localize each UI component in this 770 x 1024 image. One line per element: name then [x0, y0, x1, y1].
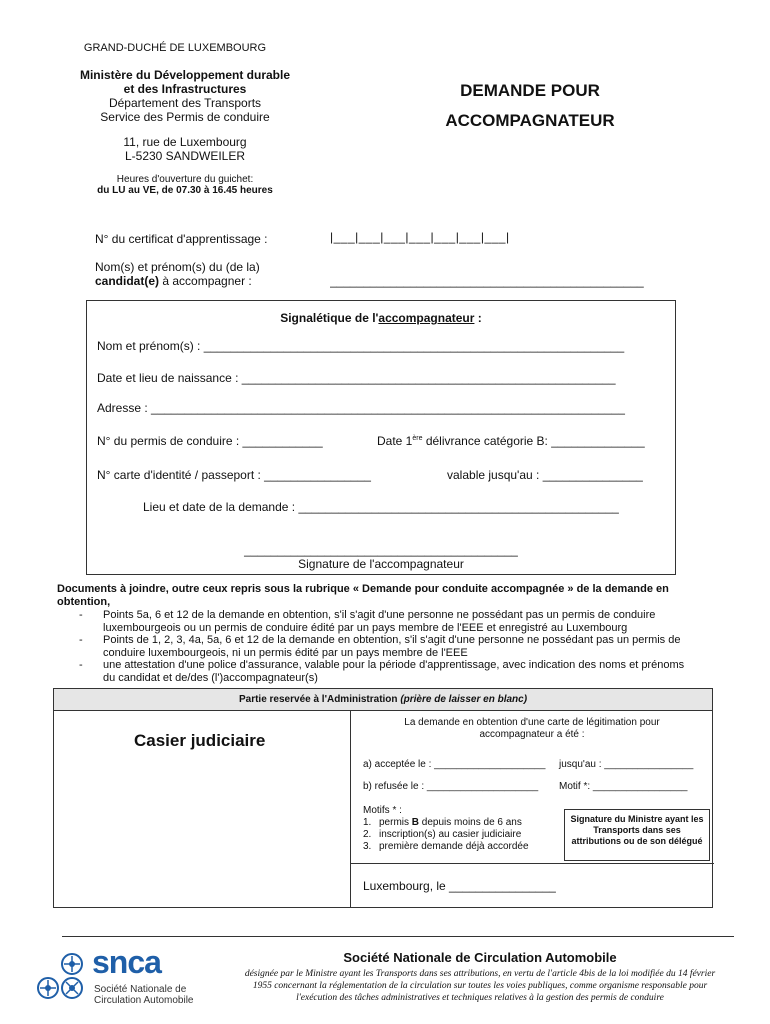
certificate-label: N° du certificat d'apprentissage :	[95, 232, 268, 246]
item2-line2: conduire luxembourgeois, ni un permis édité par un pays membre de l'EEE	[103, 646, 468, 659]
first-issue-sup: ère	[412, 435, 423, 442]
item1-line1: Points 5a, 6 et 12 de la demande en obtention, s'il s'agit d'une personne ne possédant pas un permis de conduire	[103, 609, 656, 621]
snca-logo-text: snca	[92, 944, 161, 980]
escort-first-issue-field[interactable]	[377, 434, 645, 448]
desc-line2: 1955 concernant la réglementation de la circulation sur toutes les voies publiques, comme organisme responsable pour	[252, 981, 708, 991]
obtention-line2: accompagnateur a été :	[479, 729, 585, 740]
footer-divider	[62, 936, 734, 937]
minister-sig-line2: Transports dans ses	[593, 825, 681, 835]
hours-value: du LU au VE, de 07.30 à 16.45 heures	[97, 185, 273, 196]
documents-list	[57, 609, 737, 684]
bullet: -	[79, 659, 83, 671]
candidate-name-label-line1: Nom(s) et prénom(s) du (de la)	[95, 260, 260, 274]
escort-address-field[interactable]: Adresse : _______________________________________________________________________	[97, 401, 625, 415]
motif1-bold: B	[411, 817, 420, 828]
motif3-num: 3.	[363, 841, 372, 852]
desc-line1: désignée par le Ministre ayant les Transports dans ses attributions, en vertu de l'article 4bis de la loi modifiée du 14 février	[244, 969, 716, 979]
address-line2: L-5230 SANDWEILER	[124, 149, 246, 163]
escort-permit-field[interactable]: N° du permis de conduire : ____________	[97, 434, 323, 448]
admin-header-italic: (prière de laisser en blanc)	[400, 694, 528, 705]
certificate-boxes[interactable]: |___|___|___|___|___|___|___|	[330, 230, 510, 244]
obtention-text	[350, 717, 714, 741]
motifs-title: Motifs * :	[363, 805, 402, 816]
item2-line1: Points de 1, 2, 3, 4a, 5a, 6 et 12 de la demande en obtention, s'il s'agit d'une personne ne possédant pas un permis de	[103, 634, 681, 646]
title-line1: DEMANDE POUR	[460, 81, 600, 100]
desc-line3: l'exécution des tâches administratives et techniques relatives à la gestion des permis de conduire	[296, 993, 664, 1003]
escort-heading-prefix: Signalétique de l'	[280, 311, 379, 325]
candidate-rest: à accompagner :	[159, 274, 252, 288]
documents-item-1	[57, 609, 737, 634]
admin-header	[54, 689, 712, 711]
escort-heading-underlined: accompagnateur	[378, 311, 475, 325]
bullet: -	[79, 609, 83, 621]
admin-section	[53, 688, 713, 908]
motif1-pre: permis	[379, 817, 412, 828]
minister-sig-line3: attributions ou de son délégué	[571, 836, 703, 846]
address-line1: 11, rue de Luxembourg	[123, 135, 247, 149]
obtention-line1: La demande en obtention d'une carte de légitimation pour	[404, 717, 660, 728]
item3-line2: du candidat et de/des (l')accompagnateur(s)	[103, 671, 318, 684]
motif1-post: depuis moins de 6 ans	[419, 817, 522, 828]
minister-sig-line1: Signature du Ministre ayant les	[570, 814, 704, 824]
motifs-list	[363, 805, 529, 853]
snca-emblem-icon	[34, 950, 94, 1010]
footer-org-name: Société Nationale de Circulation Automobile	[343, 950, 617, 965]
luxembourg-divider	[350, 863, 714, 864]
document-title	[400, 76, 660, 136]
motif2-num: 2.	[363, 829, 372, 840]
escort-signature-label: Signature de l'accompagnateur	[298, 557, 464, 571]
escort-heading-suffix: :	[474, 311, 482, 325]
escort-signature-line[interactable]: _________________________________________	[244, 543, 518, 557]
logo-sub2: Circulation Automobile	[94, 995, 194, 1006]
until-field[interactable]: jusqu'au : ________________	[559, 759, 694, 770]
candidate-bold: candidat(e)	[95, 274, 160, 288]
candidate-name-field[interactable]: _______________________________________________	[330, 274, 644, 288]
motif-field[interactable]: Motif *: _________________	[559, 781, 688, 792]
snca-logo	[34, 950, 94, 1010]
motif1-num: 1.	[363, 817, 372, 828]
escort-valid-field[interactable]: valable jusqu'au : _______________	[447, 468, 643, 482]
ministry-line2: et des Infrastructures	[123, 82, 247, 96]
escort-name-field[interactable]: Nom et prénom(s) : _______________________________________________________________	[97, 339, 625, 353]
title-line2: ACCOMPAGNATEUR	[445, 111, 615, 130]
documents-item-3	[57, 659, 737, 684]
admin-header-text: Partie reservée à l'Administration	[238, 694, 401, 705]
ministry-block	[60, 68, 310, 196]
item1-line2: luxembourgeois ou un permis de conduire édité par un pays membre de l'EEE et enregistré au Luxembourg	[103, 621, 628, 634]
motif2-text: inscription(s) au casier judiciaire	[379, 829, 522, 840]
department-label: Département des Transports	[108, 96, 262, 110]
escort-section	[86, 300, 676, 575]
first-issue-suffix: délivrance catégorie B: ______________	[422, 434, 645, 448]
escort-id-field[interactable]: N° carte d'identité / passeport : ________________	[97, 468, 371, 482]
hours-label: Heures d'ouverture du guichet:	[116, 174, 254, 185]
logo-sub1: Société Nationale de	[94, 984, 187, 995]
country-label: GRAND-DUCHÉ DE LUXEMBOURG	[83, 42, 267, 54]
bullet: -	[79, 634, 83, 646]
escort-heading	[87, 311, 675, 325]
accepted-field[interactable]: a) acceptée le : ____________________	[363, 759, 546, 770]
ministry-line1: Ministère du Développement durable	[79, 68, 291, 82]
candidate-name-label	[95, 260, 260, 288]
documents-intro: Documents à joindre, outre ceux repris sous la rubrique « Demande pour conduite accompagnée » de la demande en obtention,	[57, 583, 669, 608]
service-label: Service des Permis de conduire	[100, 110, 270, 124]
minister-signature-box[interactable]	[564, 809, 710, 861]
refused-field[interactable]: b) refusée le : ____________________	[363, 781, 539, 792]
documents-item-2	[57, 634, 737, 659]
item3-line1: une attestation d'une police d'assurance, valable pour la période d'apprentissage, avec indication des noms et prénoms	[103, 659, 685, 671]
escort-birth-field[interactable]: Date et lieu de naissance : ________________________________________________________	[97, 371, 616, 385]
luxembourg-date-field[interactable]: Luxembourg, le ________________	[363, 879, 556, 893]
footer-description	[220, 968, 740, 1004]
snca-logo-subtitle	[94, 984, 194, 1006]
first-issue-prefix: Date 1	[377, 434, 413, 448]
motif3-text: première demande déjà accordée	[379, 841, 529, 852]
casier-label: Casier judiciaire	[134, 731, 266, 750]
escort-place-date-field[interactable]: Lieu et date de la demande : ________________________________________________	[143, 500, 619, 514]
